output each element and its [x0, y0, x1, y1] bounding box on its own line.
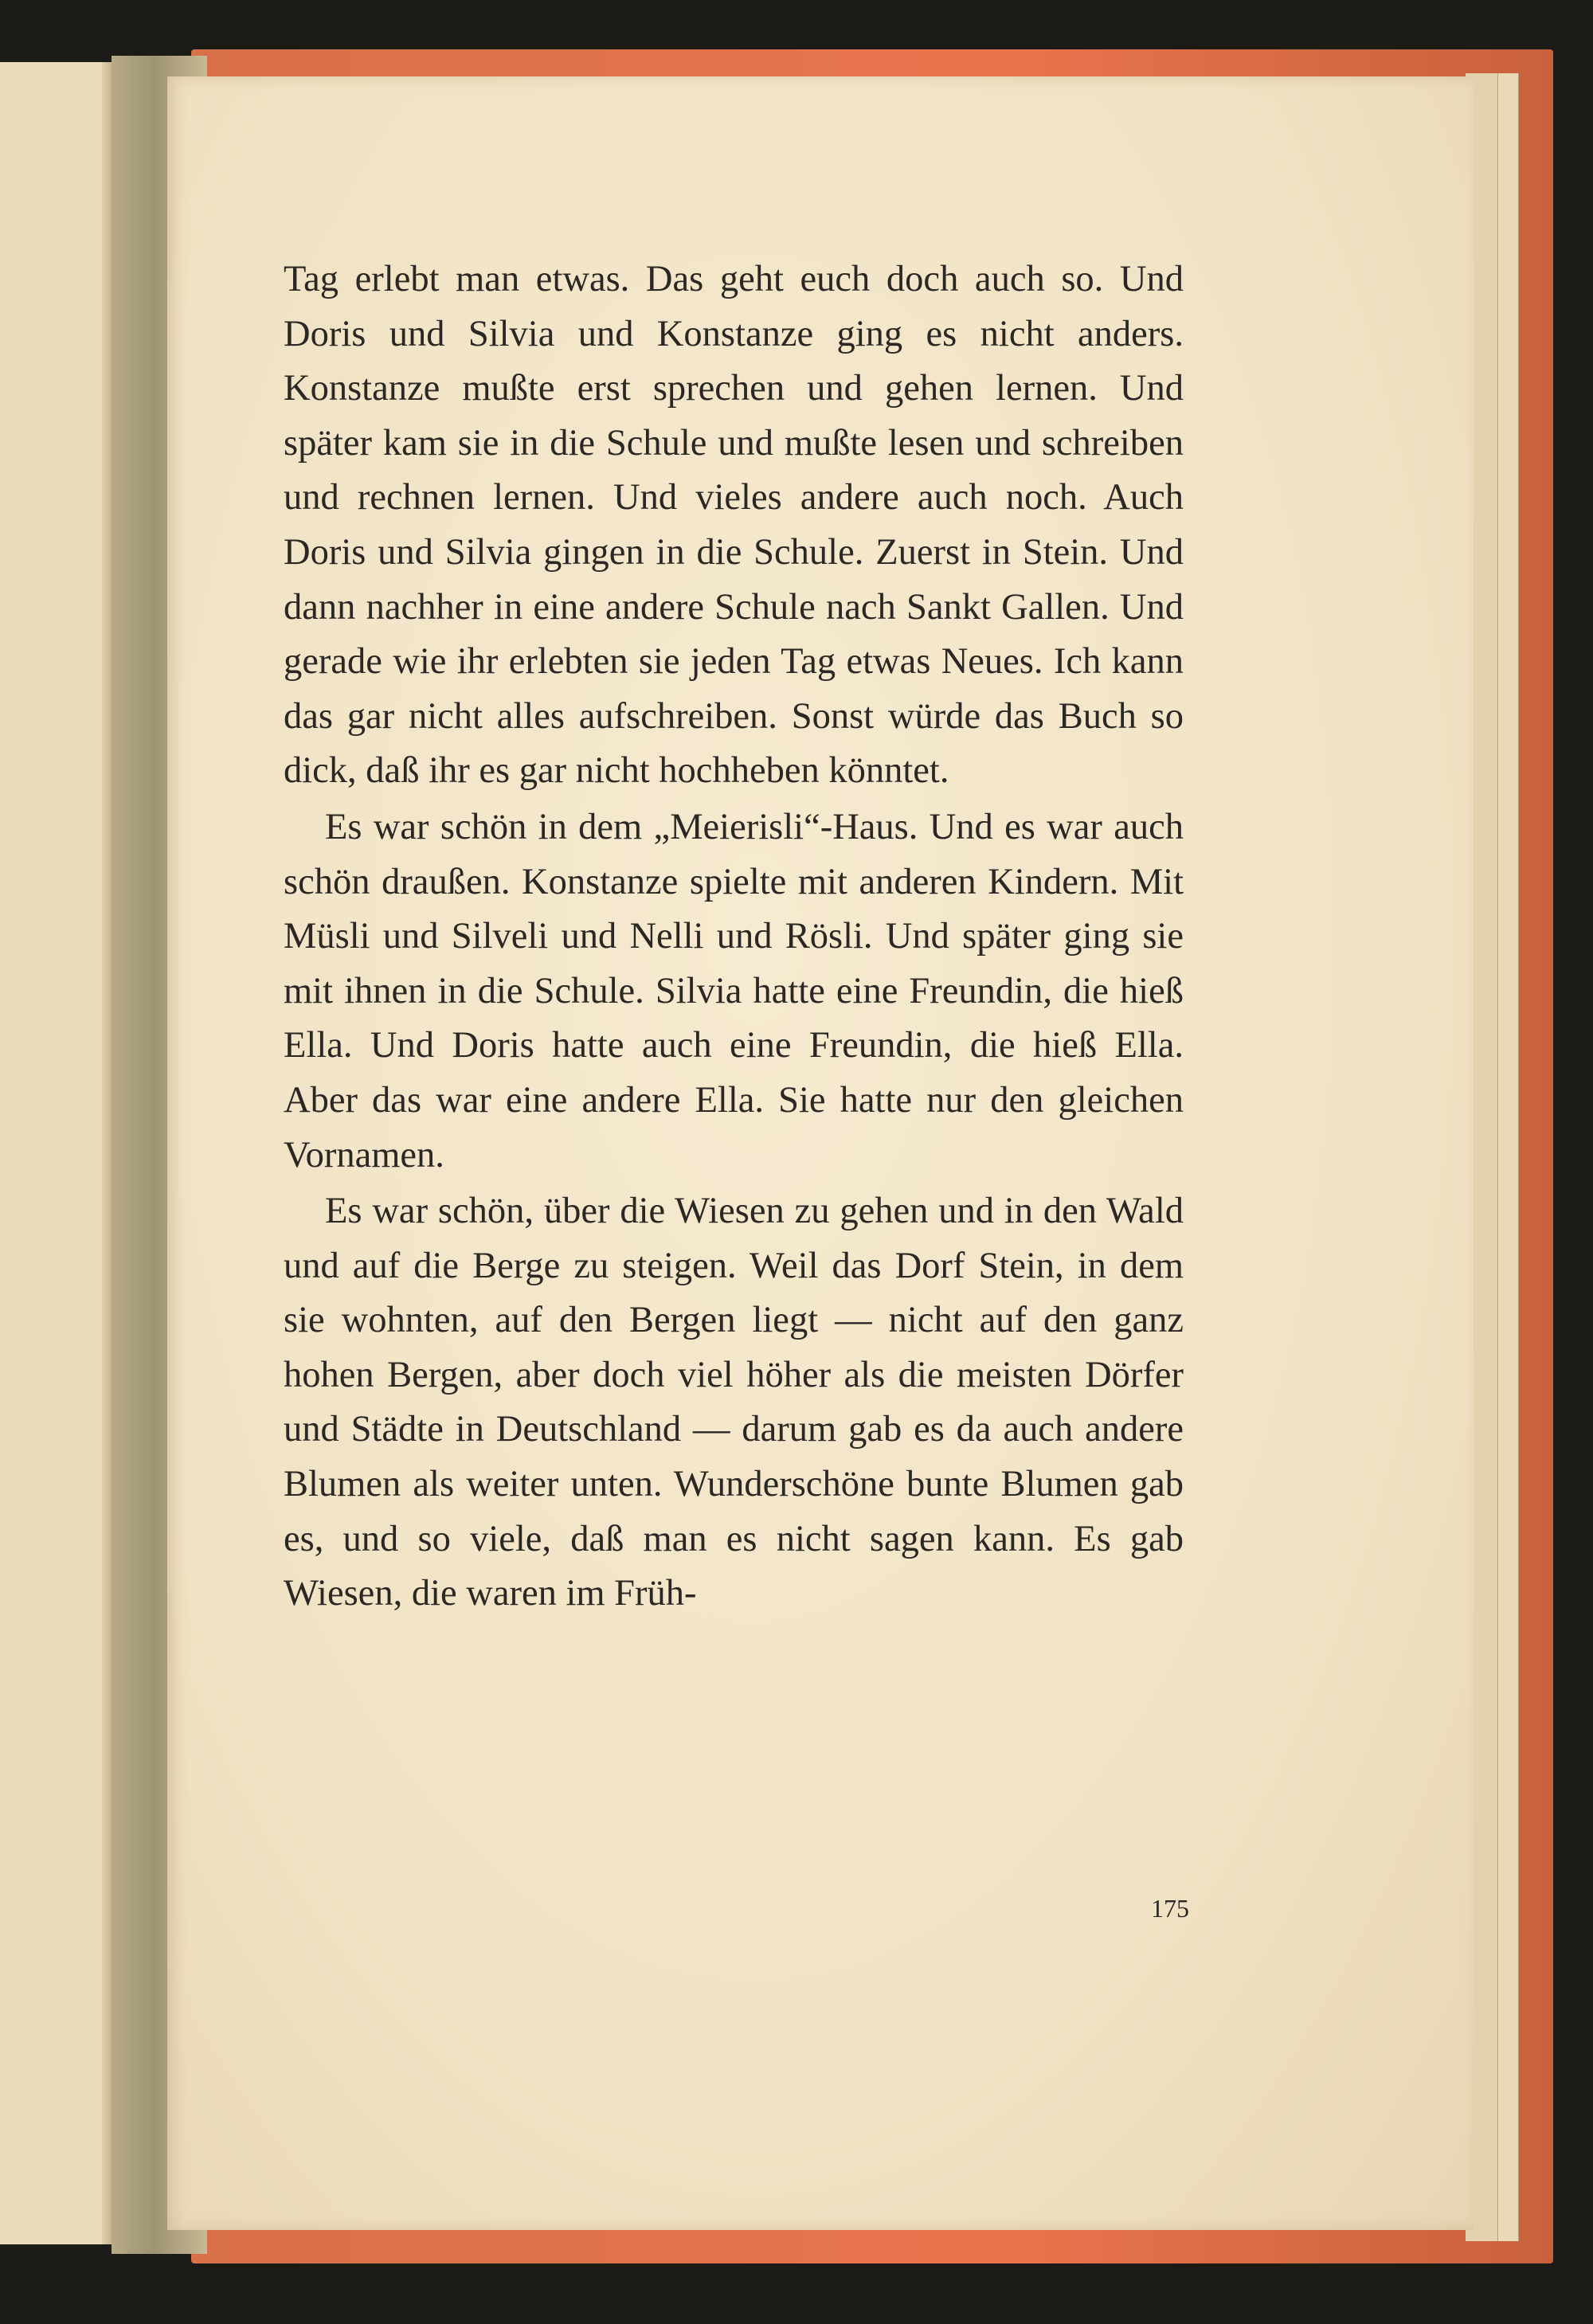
page-number: 175	[1151, 1894, 1189, 1923]
paragraph-3: Es war schön, über die Wiesen zu gehen und in den Wald und auf die Berge zu steigen. Weil das Dorf Stein, in dem sie wohnten, auf den Bergen liegt — nicht auf den ganz hohen Bergen, aber doch viel höher als die meisten Dörfer und Städte in Deutschland — darum gab es da auch andere Blumen als weiter unten. Wunderschöne bunte Blumen gab es, und so viele, daß man es nicht sagen kann. Es gab Wiesen, die waren im Früh-	[284, 1191, 1184, 1614]
paragraph-2: Es war schön in dem „Meierisli“-Haus. Und es war auch schön draußen. Konstanze spielte mit anderen Kindern. Mit Müsli und Silveli und Nelli und Rösli. Und später ging sie mit ihnen in die Schule. Silvia hatte eine Freundin, die hieß Ella. Und Doris hatte auch eine Freundin, die hieß Ella. Aber das war eine andere Ella. Sie hatte nur den gleichen Vornamen.	[284, 806, 1184, 1176]
paragraph-1: Tag erlebt man etwas. Das geht euch doch auch so. Und Doris und Silvia und Konstanze ging es nicht anders. Konstanze mußte erst sprechen und gehen lernen. Und später kam sie in die Schule und mußte lesen und schreiben und rechnen lernen. Und vieles andere auch noch. Auch Doris und Silvia gingen in die Schule. Zuerst in Stein. Und dann nachher in eine andere Schule nach Sankt Gallen. Und gerade wie ihr erlebten sie jeden Tag etwas Neues. Ich kann das gar nicht alles aufschreiben. Sonst würde das Buch so dick, daß ihr es gar nicht hochheben könntet.	[284, 259, 1184, 792]
book-page	[167, 76, 1474, 2230]
page-text	[284, 252, 1184, 1622]
left-page	[0, 62, 121, 2244]
